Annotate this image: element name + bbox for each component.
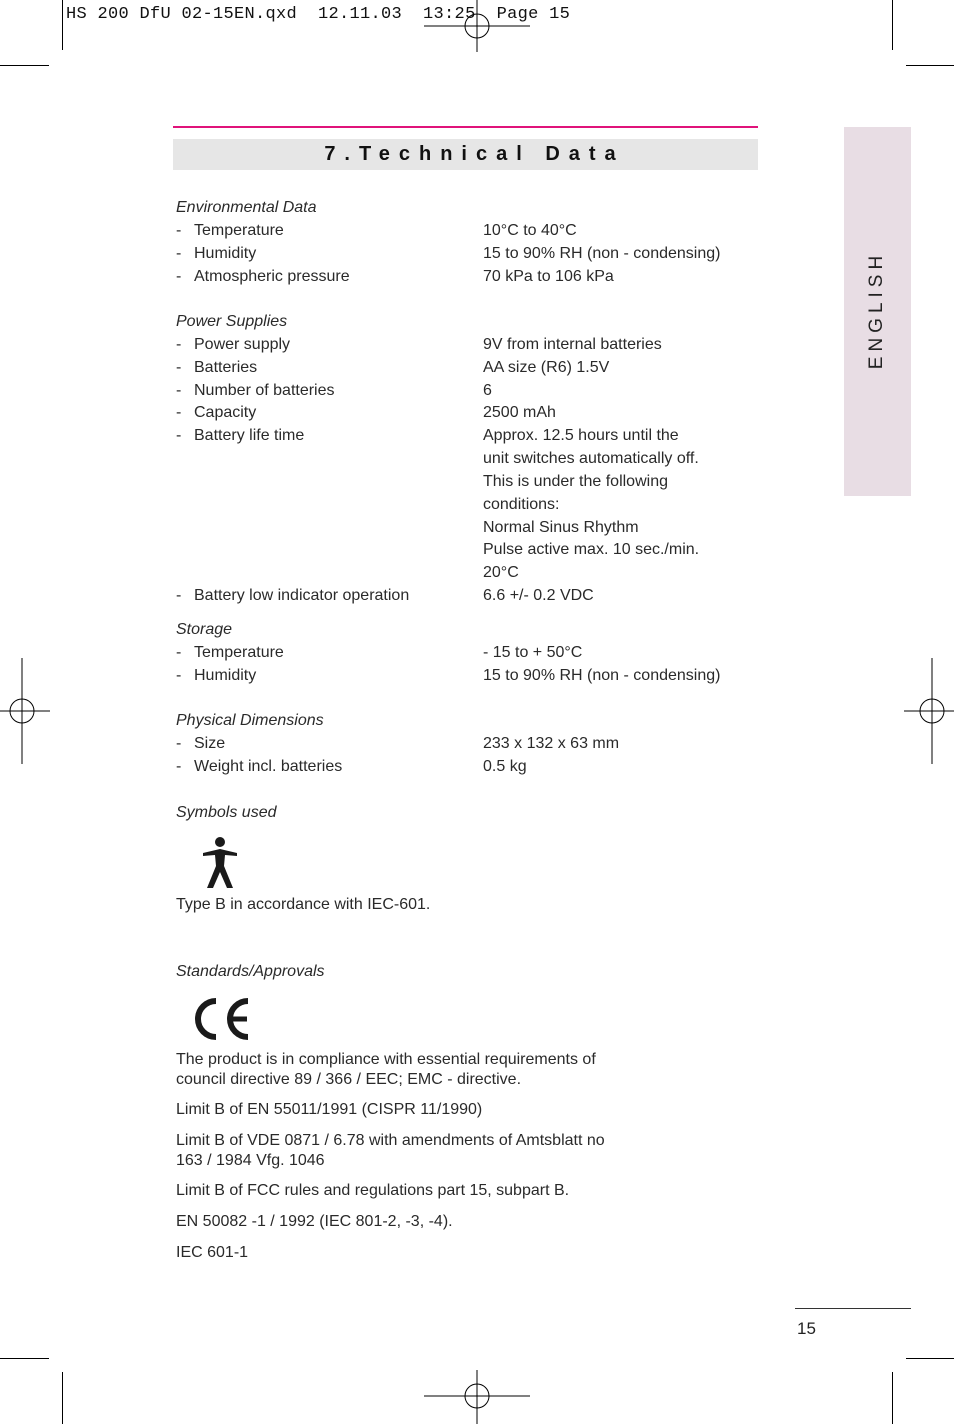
bullet-dash: - xyxy=(176,268,182,285)
spec-row xyxy=(176,336,756,359)
spec-label: Power supply xyxy=(194,336,291,353)
spec-label: Battery life time xyxy=(194,427,305,444)
section-heading: Physical Dimensions xyxy=(176,712,324,729)
standards-paragraph: Limit B of VDE 0871 / 6.78 with amendments of Amtsblatt no 163 / 1984 Vfg. 1046 xyxy=(176,1132,605,1169)
spec-label: Humidity xyxy=(194,667,257,684)
spec-value: 0.5 kg xyxy=(483,758,527,775)
registration-mark-icon xyxy=(0,658,50,764)
section-heading: Environmental Data xyxy=(176,199,317,216)
bullet-dash: - xyxy=(176,245,182,262)
spec-value: 15 to 90% RH (non - condensing) xyxy=(483,245,721,262)
spec-row xyxy=(176,644,756,667)
spec-row xyxy=(176,359,756,382)
spec-label: Battery low indicator operation xyxy=(194,587,410,604)
bullet-dash: - xyxy=(176,359,182,376)
crop-mark xyxy=(62,1372,63,1424)
spec-row xyxy=(176,735,756,758)
standards-paragraph: EN 50082 -1 / 1992 (IEC 801-2, -3, -4). xyxy=(176,1213,453,1230)
bullet-dash: - xyxy=(176,382,182,399)
crop-mark xyxy=(0,65,49,66)
spec-value: 15 to 90% RH (non - condensing) xyxy=(483,667,721,684)
section-heading: Power Supplies xyxy=(176,313,288,330)
bullet-dash: - xyxy=(176,587,182,604)
spec-label: Temperature xyxy=(194,644,284,661)
bullet-dash: - xyxy=(176,644,182,661)
footer-rule xyxy=(795,1308,911,1309)
crop-mark xyxy=(906,1358,954,1359)
spec-row xyxy=(176,587,756,610)
registration-mark-icon xyxy=(424,0,530,52)
spec-label: Batteries xyxy=(194,359,258,376)
standards-paragraph: Limit B of FCC rules and regulations part 15, subpart B. xyxy=(176,1182,570,1199)
spec-label: Size xyxy=(194,735,226,752)
ce-mark-icon xyxy=(190,996,254,1042)
crop-mark xyxy=(0,1358,49,1359)
bullet-dash: - xyxy=(176,735,182,752)
page-number: 15 xyxy=(797,1319,816,1338)
section-heading: Storage xyxy=(176,621,233,638)
spec-label: Number of batteries xyxy=(194,382,335,399)
registration-mark-icon xyxy=(424,1370,530,1424)
spec-value: 2500 mAh xyxy=(483,404,556,421)
bullet-dash: - xyxy=(176,667,182,684)
spec-row xyxy=(176,268,756,291)
crop-mark xyxy=(892,1372,893,1424)
spec-row xyxy=(176,404,756,427)
spec-value: 9V from internal batteries xyxy=(483,336,662,353)
spec-label: Atmospheric pressure xyxy=(194,268,350,285)
section-title-bar xyxy=(173,139,758,170)
spec-label: Temperature xyxy=(194,222,284,239)
spec-value: 6 xyxy=(483,382,492,399)
spec-value: 10°C to 40°C xyxy=(483,222,577,239)
spec-value-continued: 20°C xyxy=(483,564,519,581)
spec-row xyxy=(176,667,756,690)
spec-row xyxy=(176,245,756,268)
print-slug: HS 200 DfU 02-15EN.qxd 12.11.03 13:25 Page 15 xyxy=(66,5,571,24)
section-heading: Symbols used xyxy=(176,804,277,821)
spec-label: Capacity xyxy=(194,404,257,421)
spec-value: - 15 to + 50°C xyxy=(483,644,583,661)
bullet-dash: - xyxy=(176,404,182,421)
bullet-dash: - xyxy=(176,336,182,353)
standards-paragraph: The product is in compliance with essential requirements of council directive 89 / 366 / EEC; EMC - directive. xyxy=(176,1051,596,1088)
type-b-person-icon xyxy=(200,836,240,890)
spec-value-continued: unit switches automatically off. xyxy=(483,450,699,467)
spec-row xyxy=(176,427,756,450)
crop-mark xyxy=(892,0,893,50)
spec-value: Approx. 12.5 hours until the xyxy=(483,427,679,444)
spec-label: Humidity xyxy=(194,245,257,262)
standards-paragraph: IEC 601-1 xyxy=(176,1244,249,1261)
spec-value-continued: Normal Sinus Rhythm xyxy=(483,519,639,536)
spec-value: 233 x 132 x 63 mm xyxy=(483,735,620,752)
section-heading: Standards/Approvals xyxy=(176,963,325,980)
bullet-dash: - xyxy=(176,758,182,775)
spec-value: AA size (R6) 1.5V xyxy=(483,359,610,376)
bullet-dash: - xyxy=(176,222,182,239)
standards-paragraph: Limit B of EN 55011/1991 (CISPR 11/1990) xyxy=(176,1101,483,1118)
spec-value: 6.6 +/- 0.2 VDC xyxy=(483,587,594,604)
spec-label: Weight incl. batteries xyxy=(194,758,343,775)
spec-value-continued: This is under the following xyxy=(483,473,668,490)
crop-mark xyxy=(906,65,954,66)
crop-mark xyxy=(62,0,63,50)
spec-row xyxy=(176,382,756,405)
spec-row xyxy=(176,758,756,781)
spec-value-continued: conditions: xyxy=(483,496,560,513)
spec-row xyxy=(176,222,756,245)
language-tab-label: ENGLISH xyxy=(866,250,887,370)
symbol-caption: Type B in accordance with IEC-601. xyxy=(176,896,431,913)
spec-value: 70 kPa to 106 kPa xyxy=(483,268,614,285)
page-title: 7.Technical Data xyxy=(324,143,625,165)
spec-value-continued: Pulse active max. 10 sec./min. xyxy=(483,541,700,558)
title-rule xyxy=(173,126,758,128)
bullet-dash: - xyxy=(176,427,182,444)
registration-mark-icon xyxy=(904,658,954,764)
